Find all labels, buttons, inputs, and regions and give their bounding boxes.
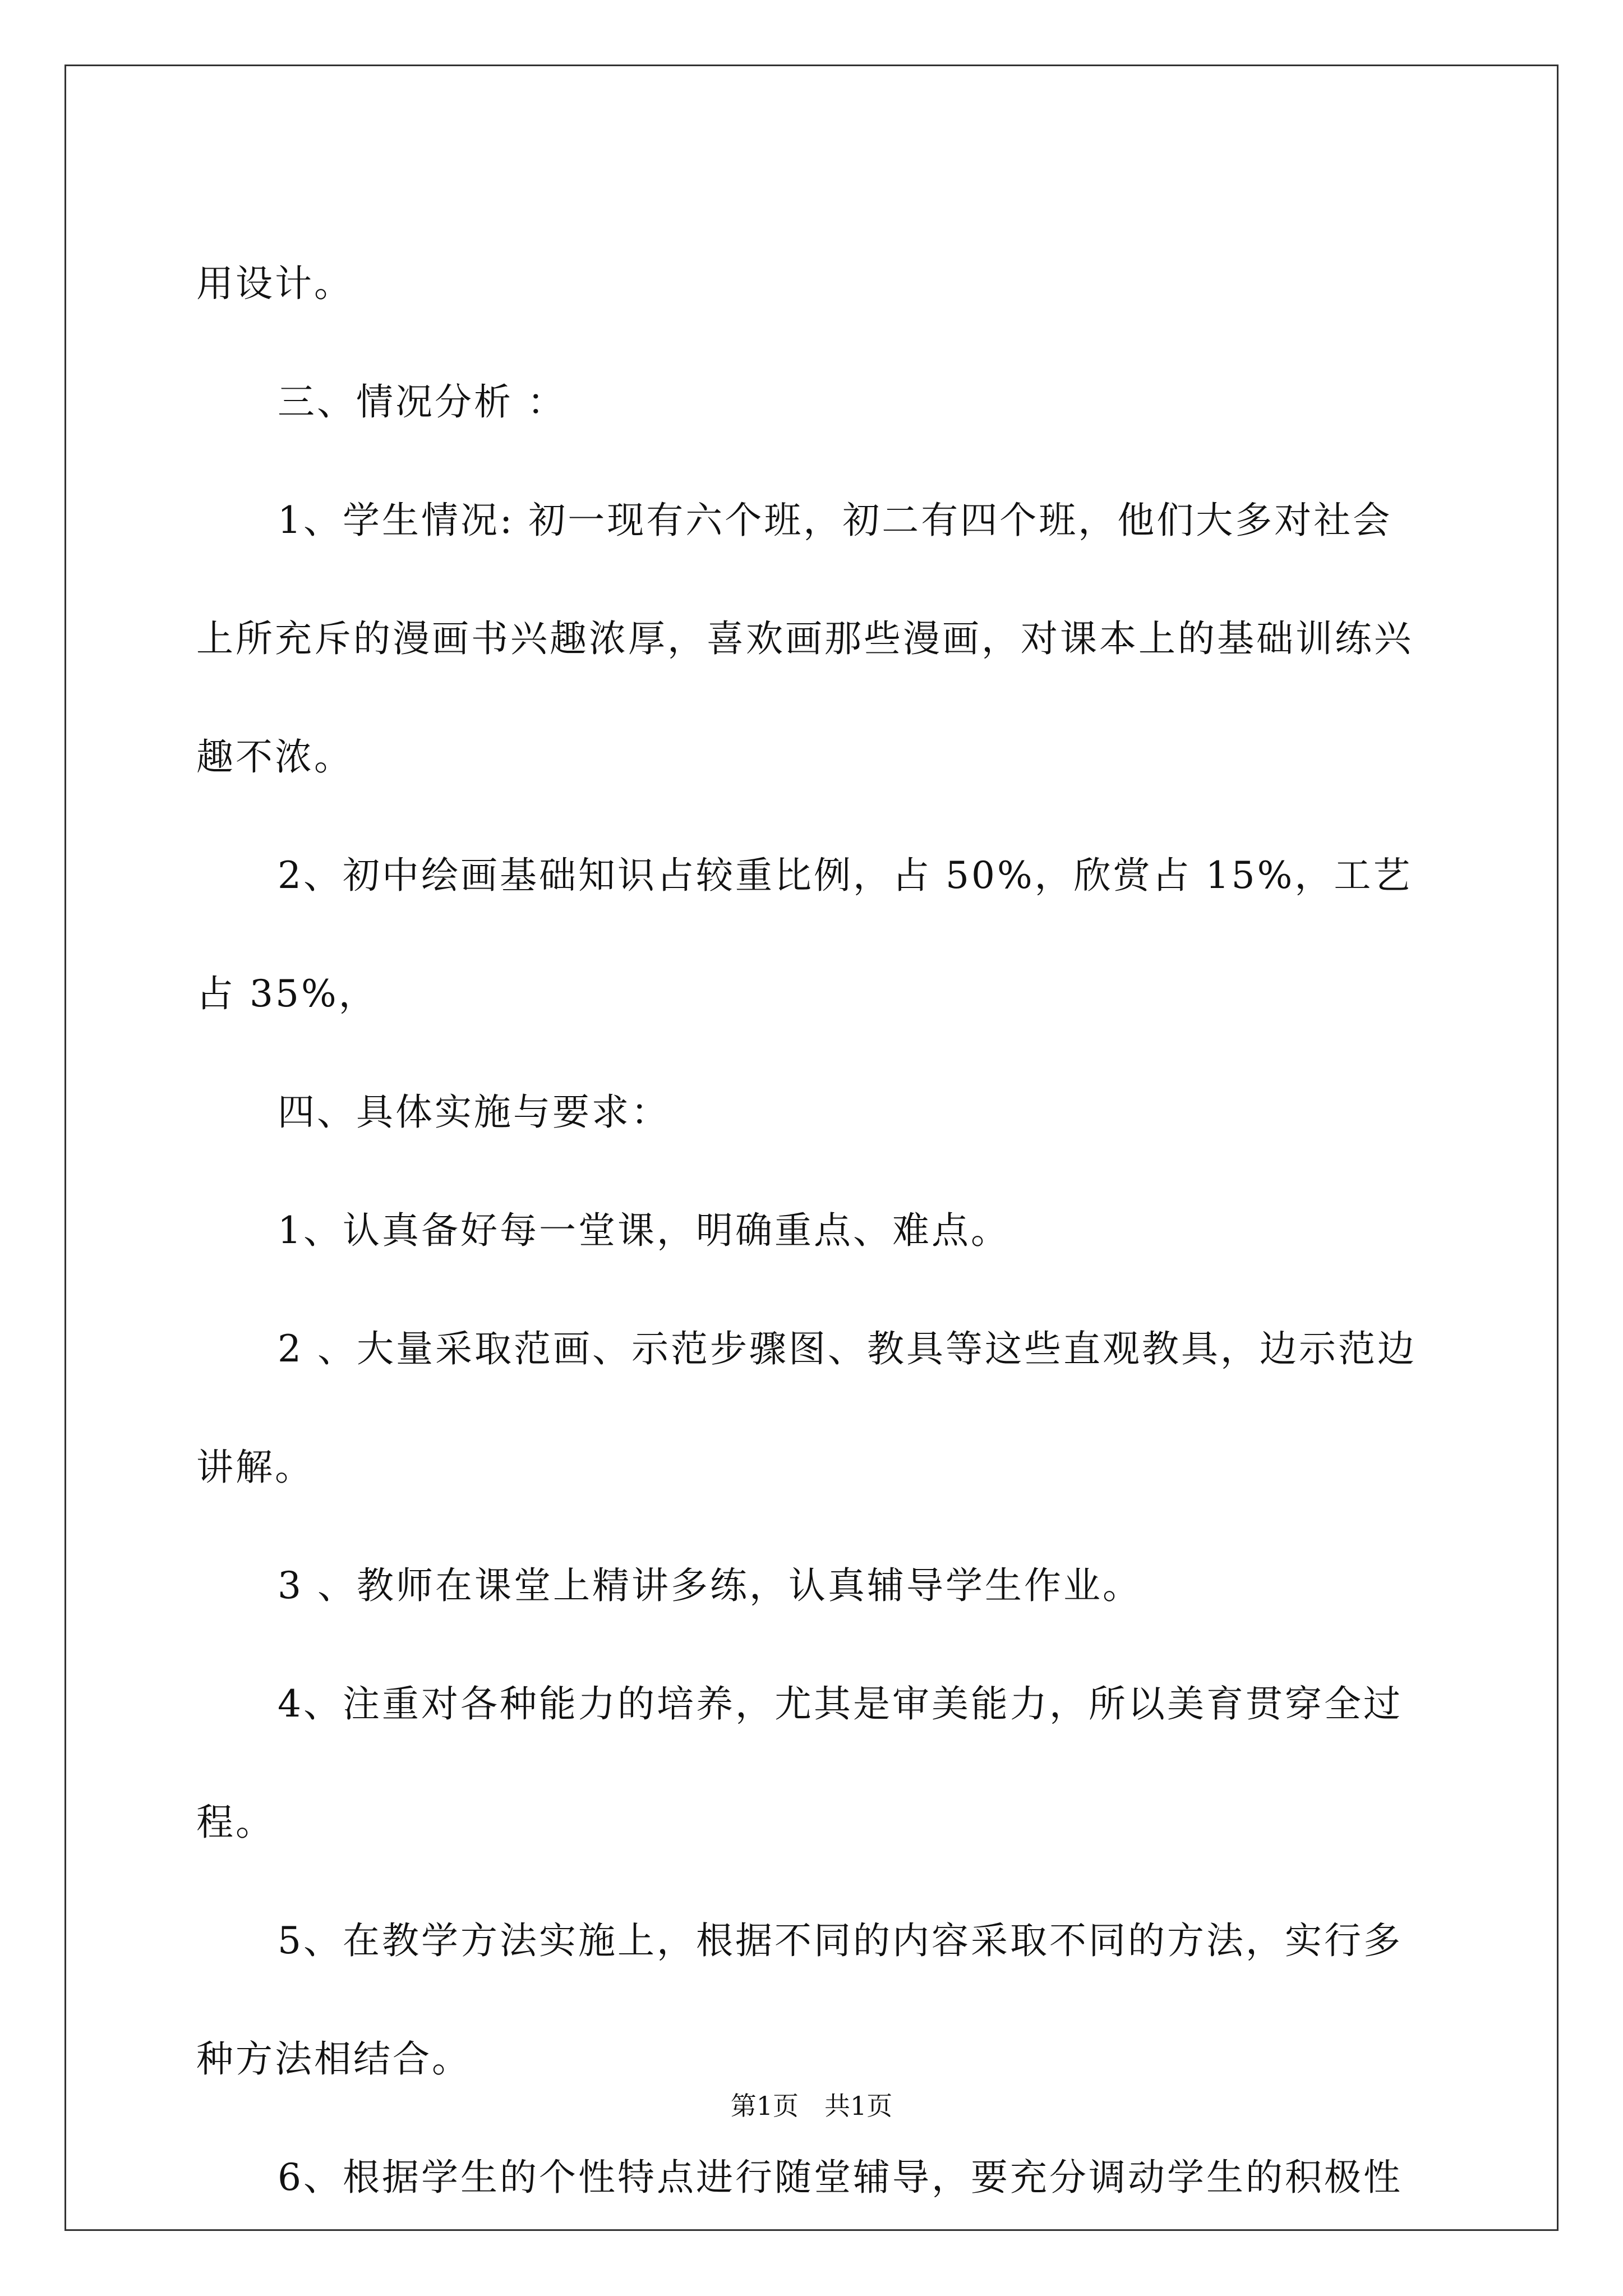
document-body bbox=[196, 224, 1427, 2237]
list-item: 6、根据学生的个性特点进行随堂辅导，要充分调动学生的积极性 bbox=[278, 2156, 1403, 2199]
paragraph: 用设计。 bbox=[196, 262, 353, 305]
list-item: 5、在教学方法实施上，根据不同的内容采取不同的方法，实行多种方法相结合。 bbox=[196, 1919, 1403, 2081]
paragraph: 1、学生情况: 初一现有六个班，初二有四个班，他们大多对社会上所充斥的漫画书兴趣浓厚，喜欢画那些漫画，对课本上的基础训练兴趣不浓。 bbox=[196, 499, 1413, 779]
list-item: 4、注重对各种能力的培养，尤其是审美能力，所以美育贯穿全过程。 bbox=[196, 1682, 1403, 1844]
page-number: 第1页 bbox=[730, 2091, 799, 2121]
list-item: 2 、大量采取范画、示范步骤图、教具等这些直观教具，边示范边讲解。 bbox=[196, 1327, 1417, 1489]
list-item: 1、认真备好每一堂课，明确重点、难点。 bbox=[278, 1209, 1010, 1252]
section-heading: 四、具体实施与要求： bbox=[278, 1091, 670, 1134]
list-item: 3 、教师在课堂上精讲多练，认真辅导学生作业。 bbox=[278, 1564, 1142, 1607]
page-footer bbox=[0, 2086, 1623, 2123]
page-total: 共1页 bbox=[824, 2091, 893, 2121]
section-heading: 三、情况分析 ： bbox=[278, 380, 566, 424]
paragraph: 2、初中绘画基础知识占较重比例，占 50%，欣赏占 15%，工艺占 35%， bbox=[196, 854, 1413, 1015]
